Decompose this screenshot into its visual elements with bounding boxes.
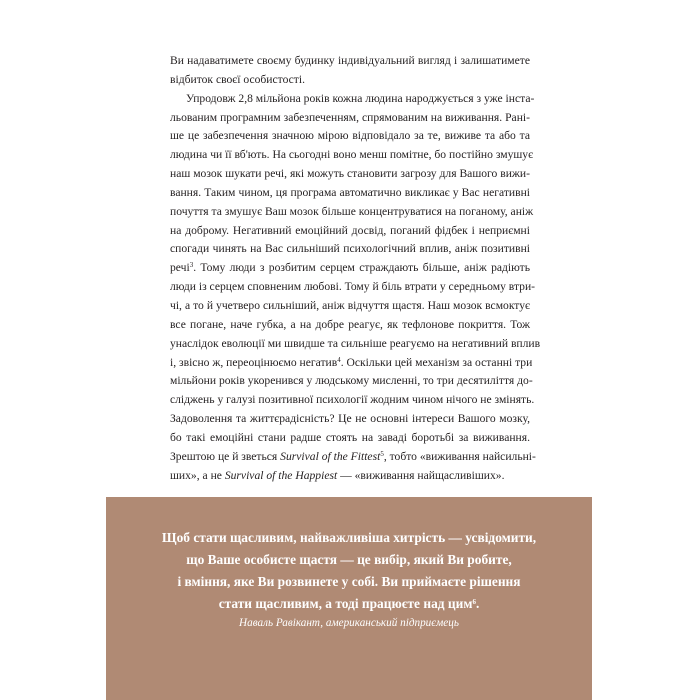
- text-line: сліджень у галузі позитивної психології жодним чином нічого не змінять.: [170, 393, 535, 407]
- text-fragment: і, звісно ж, переоцінюємо негатив: [170, 355, 338, 369]
- text-line: чі, а то й учетверо сильніший, аніж відчуття щастя. Наш мозок всмоктує: [170, 298, 530, 312]
- quote-attribution: Наваль Равікант, американський підприємець: [239, 617, 459, 629]
- text-line: спогади чинять на Вас сильніший психологічний вплив, аніж позитивні: [170, 242, 530, 256]
- footnote-ref[interactable]: 5: [380, 449, 384, 458]
- quote-line: що Ваше особисте щастя — це вибір, який Ви робите,: [186, 552, 512, 567]
- text-line: [170, 448, 536, 467]
- text-fragment: . Тому люди з розбитим серцем страждають більше, аніж радіють: [193, 261, 530, 275]
- text-line: [170, 259, 530, 278]
- text-fragment: ших», а не: [170, 468, 225, 482]
- text-fragment: речі: [170, 261, 190, 275]
- text-line: Задоволення та життєрадісність? Це не основні інтереси Вашого мозку,: [170, 412, 530, 426]
- quote-line: Щоб стати щасливим, найважливіша хитрість — усвідомити,: [161, 530, 537, 545]
- text-line: люди із серцем сповненим любові. Тому й біль втрати у середньому втри-: [170, 280, 536, 294]
- quote-line: стати щасливим, а тоді працюєте над цим$^6$.: [218, 596, 480, 611]
- text-fragment: — «виживання найщасливіших».: [337, 468, 505, 482]
- text-line: Упродовж 2,8 мільйона років кожна людина народжується з уже інста-: [186, 91, 535, 105]
- text-line: унаслідок еволюції ми швидше та сильніше реагуємо на негативний вплив: [170, 336, 541, 350]
- italic-phrase: Survival of the Happiest: [224, 468, 338, 482]
- text-line: вання. Таким чином, ця програма автоматично викликає у Вас негативні: [170, 185, 530, 199]
- body-text: [170, 52, 541, 485]
- text-line: мільйони років укоренився у людському мисленні, то три десятиліття до-: [170, 374, 533, 388]
- text-line: на доброму. Негативний емоційний досвід, поганий фідбек і неприємні: [170, 223, 530, 237]
- text-line: [170, 354, 533, 373]
- footnote-ref[interactable]: 3: [189, 261, 194, 270]
- quote-block: [106, 497, 592, 700]
- text-line: людина чи її вб'ють. На сьогодні воно менш помітне, бо постійно змушує: [170, 148, 534, 162]
- footnote-ref[interactable]: 4: [337, 355, 341, 364]
- text-line: бо такі емоційні стани радше стоять на заваді боротьбі за виживання.: [170, 430, 530, 444]
- text-line: Ви надаватимете своєму будинку індивідуальний вигляд і залишатимете: [170, 54, 530, 67]
- text-line: [170, 467, 530, 486]
- text-fragment: . Оскільки цей механізм за останні три: [340, 355, 533, 369]
- text-fragment: стати щасливим, а тоді працюєте над цим: [218, 596, 473, 611]
- text-fragment: , тобто «виживання найсильні-: [383, 449, 536, 463]
- text-line: ше це забезпечення значною мірою відповідало за те, виживе та або та: [170, 129, 530, 143]
- italic-phrase: Survival of the Fittest: [280, 449, 381, 463]
- text-line: почуття та змушує Ваш мозок більше концентруватися на поганому, аніж: [170, 204, 534, 218]
- footnote-ref[interactable]: 6: [472, 598, 476, 606]
- text-line: наш мозок шукати речі, які можуть становити загрозу для Вашого вижи-: [170, 167, 530, 181]
- text-line: все погане, наче губка, а на добре реагує, як тефлонове покриття. Тож: [170, 317, 530, 331]
- text-fragment: Зрештою це й зветься: [170, 449, 281, 463]
- quote-line: і вміння, яке Ви розвинете у собі. Ви приймаєте рішення: [177, 574, 521, 589]
- quote-text: [106, 527, 592, 615]
- text-line: льованим програмним забезпеченням, спрямованим на виживання. Рані-: [170, 110, 530, 124]
- text-line: відбиток своєї особистості.: [170, 72, 305, 86]
